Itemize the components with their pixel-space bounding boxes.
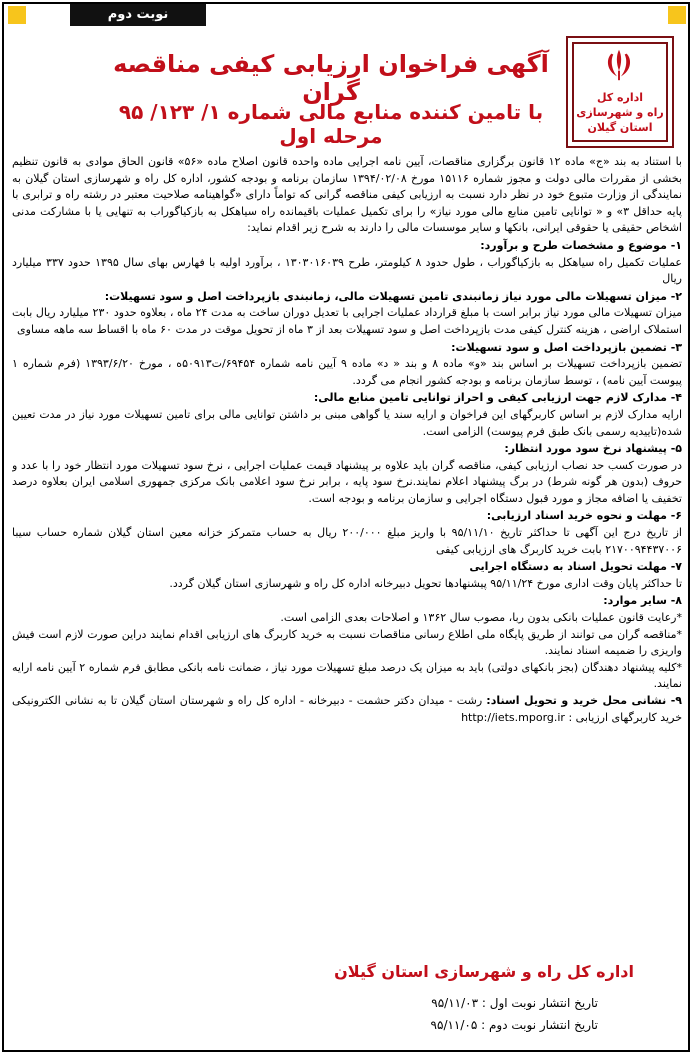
publication-dates <box>431 992 598 1036</box>
notice-badge: نوبت دوم <box>70 4 206 26</box>
first-publication-date: تاریخ انتشار نوبت اول : ۹۵/۱۱/۰۳ <box>431 996 598 1010</box>
section-text: ارایه مدارک لازم بر اساس کاربرگهای این فراخوان و ارایه سند یا گواهی مبنی بر داشتن توانایی مالی برای تامین تسهیلات مورد نیاز در مدت تعیین شده(تاییدیه رسمی بانک طبق فرم پیوست) الزامی است. <box>12 407 682 438</box>
section-text: در صورت کسب حد نصاب ارزیابی کیفی، مناقصه گران باید علاوه بر پیشنهاد قیمت عملیات اجرایی ، نرخ سود تسهیلات مورد انتظار خود را با عدد و حروف (بدون هر گونه شرط) در برگ پیشنهاد اعلام نمایند.نرخ سود پایه ، برابر نرخ سود اعلامی بانک مرکزی جمهوری اسلامی ایران بعلاوه درصد تخفیف یا اضافه مجاز و مورد قبول دستگاه اجرایی و سازمان برنامه و بودجه است. <box>12 458 682 505</box>
title-line1: آگهی فراخوان ارزیابی کیفی مناقصه گران <box>113 50 549 106</box>
issuer-signature: اداره کل راه و شهرسازی استان گیلان <box>334 962 634 981</box>
second-publication-date: تاریخ انتشار نوبت دوم : ۹۵/۱۱/۰۵ <box>430 1018 598 1032</box>
address-heading: ۹- نشانی محل خرید و تحویل اسناد: <box>486 694 682 707</box>
address-text: رشت - میدان دکتر حشمت - دبیرخانه - اداره کل راه و شهرستان استان گیلان تا به نشانی الکترونیکی خرید کاربرگهای ارزیابی : <box>12 694 682 724</box>
section-heading: ۳- تضمین بازپرداخت اصل و سود تسهیلات: <box>451 340 682 354</box>
corner-decoration-left <box>8 6 26 24</box>
section-text: عملیات تکمیل راه سیاهکل به بازکیاگوراب ، طول حدود ۸ کیلومتر، طرح ۱۳۰۳۰۱۶۰۳۹ ، برآورد اولیه با فهارس بهای سال ۱۳۹۵ حدود ۳۳۷ میلیارد ریال <box>12 255 682 286</box>
address-block <box>12 693 682 726</box>
section-text: از تاریخ درج این آگهی تا حداکثر تاریخ ۹۵/۱۱/۱۰ با واریز مبلغ ۲۰۰/۰۰۰ ریال به حساب متمرکز خزانه معین استان گیلان شماره حساب سیبا ۲۱۷۰۰۹۴۴۳۷۰۰۶ بابت خرید کاربرگ های ارزیابی کیفی <box>12 526 682 556</box>
other-item: *کلیه پیشنهاد دهندگان (بجز بانکهای دولتی) باید به میزان یک درصد مبلغ تسهیلات مورد نیاز ، ضمانت نامه بانکی مطابق فرم شماره ۲ آیین نامه ارایه نمایند. <box>12 660 682 691</box>
organization-logo <box>566 36 674 148</box>
intro-paragraph: با استناد به بند «ج» ماده ۱۲ قانون برگزاری مناقصات، آیین نامه اجرایی ماده واحده قانون اصلاح ماده «۵۶» قانون الحاق موادی به قانون تنظیم بخشی از مقررات مالی دولت و مجوز شماره ۱۵۱۱۶ مورخ ۱۳۹۴/۰۲/۰۸ سازمان برنامه و بودجه کشور، اداره کل راه و شهرسازی استان گیلان به نمایندگی از وزارت متبوع خود در نظر دارد نسبت به ارزیابی کیفی مناقصه گرانی که تواماً دارای «گواهینامه صلاحیت معتبر در رشته راه و ترابری با پایه حداقل ۳» و « توانایی تامین منابع مالی مورد نیاز» را برای تکمیل عملیات باقیمانده راه سیاهکل به بازکیاگوراب به تنهایی یا با مشارکت مدنی اشخاص حقیقی یا حقوقی ایرانی، بانکها و سایر موسسات مالی را دارند به شرح زیر اقدام نماید: <box>12 155 682 235</box>
section-text: تا حداکثر پایان وقت اداری مورخ ۹۵/۱۱/۲۴ پیشنهادها تحویل دبیرخانه اداره کل راه و شهرسازی استان گیلان گردد. <box>169 576 682 590</box>
title-line2: با تامین کننده منابع مالی شماره ۱/ ۱۲۳/ ۹۵ مرحله اول <box>118 100 544 148</box>
website-link[interactable]: http://iets.mporg.ir <box>461 710 565 724</box>
other-items-heading: ۸- سایر موارد: <box>603 594 682 608</box>
logo-line3: استان گیلان <box>587 121 653 134</box>
logo-line1: اداره کل <box>596 91 644 104</box>
section-heading: ۷- مهلت تحویل اسناد به دستگاه اجرایی <box>469 560 682 574</box>
section-text: میزان تسهیلات مالی مورد نیاز برابر است با مبلغ قرارداد عملیات اجرایی با تعدیل دوران ساخت به مدت ۲۴ ماه ، بعلاوه حدود ۲۳۰ میلیارد ریال بابت استملاک اراضی ، هزینه کنترل کیفی مدت بازپرداخت اصل و سود تسهیلات بعد از ۳ ماه از تحویل موقت در مدت ۶۰ ماه با اقساط سه ماهه مساوی <box>12 306 682 336</box>
section-heading: ۲- میزان تسهیلات مالی مورد نیاز زمانبندی تامین تسهیلات مالی، زمانبندی بازپرداخت اصل و سود تسهیلات: <box>104 289 682 303</box>
iran-emblem-icon <box>600 46 638 84</box>
other-item: *مناقصه گران می توانند از طریق پایگاه ملی اطلاع رسانی مناقصات نسبت به خرید کاربرگ های ارزیابی اقدام نمایند دراین صورت لازم است فیش واریزی را ضمیمه اسناد نمایند. <box>12 627 682 658</box>
section-heading: ۴- مدارک لازم جهت ارزیابی کیفی و احراز توانایی تامین منابع مالی: <box>313 391 682 405</box>
notice-body <box>12 154 682 952</box>
other-item: *رعایت قانون عملیات بانکی بدون ربا، مصوب سال ۱۳۶۲ و اصلاحات بعدی الزامی است. <box>280 611 682 625</box>
section-text: تضمین بازپرداخت تسهیلات بر اساس بند «و» ماده ۸ و بند « د» ماده ۹ آیین نامه شماره ۶۹۴۵۴/ت۵۰۹۱۳ه ، مورخ ۱۳۹۳/۶/۲۰ (فرم شماره ۱ پیوست آیین نامه) ، توسط سازمان برنامه و بودجه کشور انجام می گردد. <box>12 357 682 387</box>
section-heading: ۵- پیشنهاد نرخ سود مورد انتظار: <box>504 442 682 456</box>
logo-line2: راه و شهرسازی <box>576 106 664 119</box>
section-heading: ۱- موضوع و مشخصات طرح و برآورد: <box>480 238 682 252</box>
section-heading: ۶- مهلت و نحوه خرید اسناد ارزیابی: <box>486 509 682 523</box>
corner-decoration-right <box>668 6 686 24</box>
